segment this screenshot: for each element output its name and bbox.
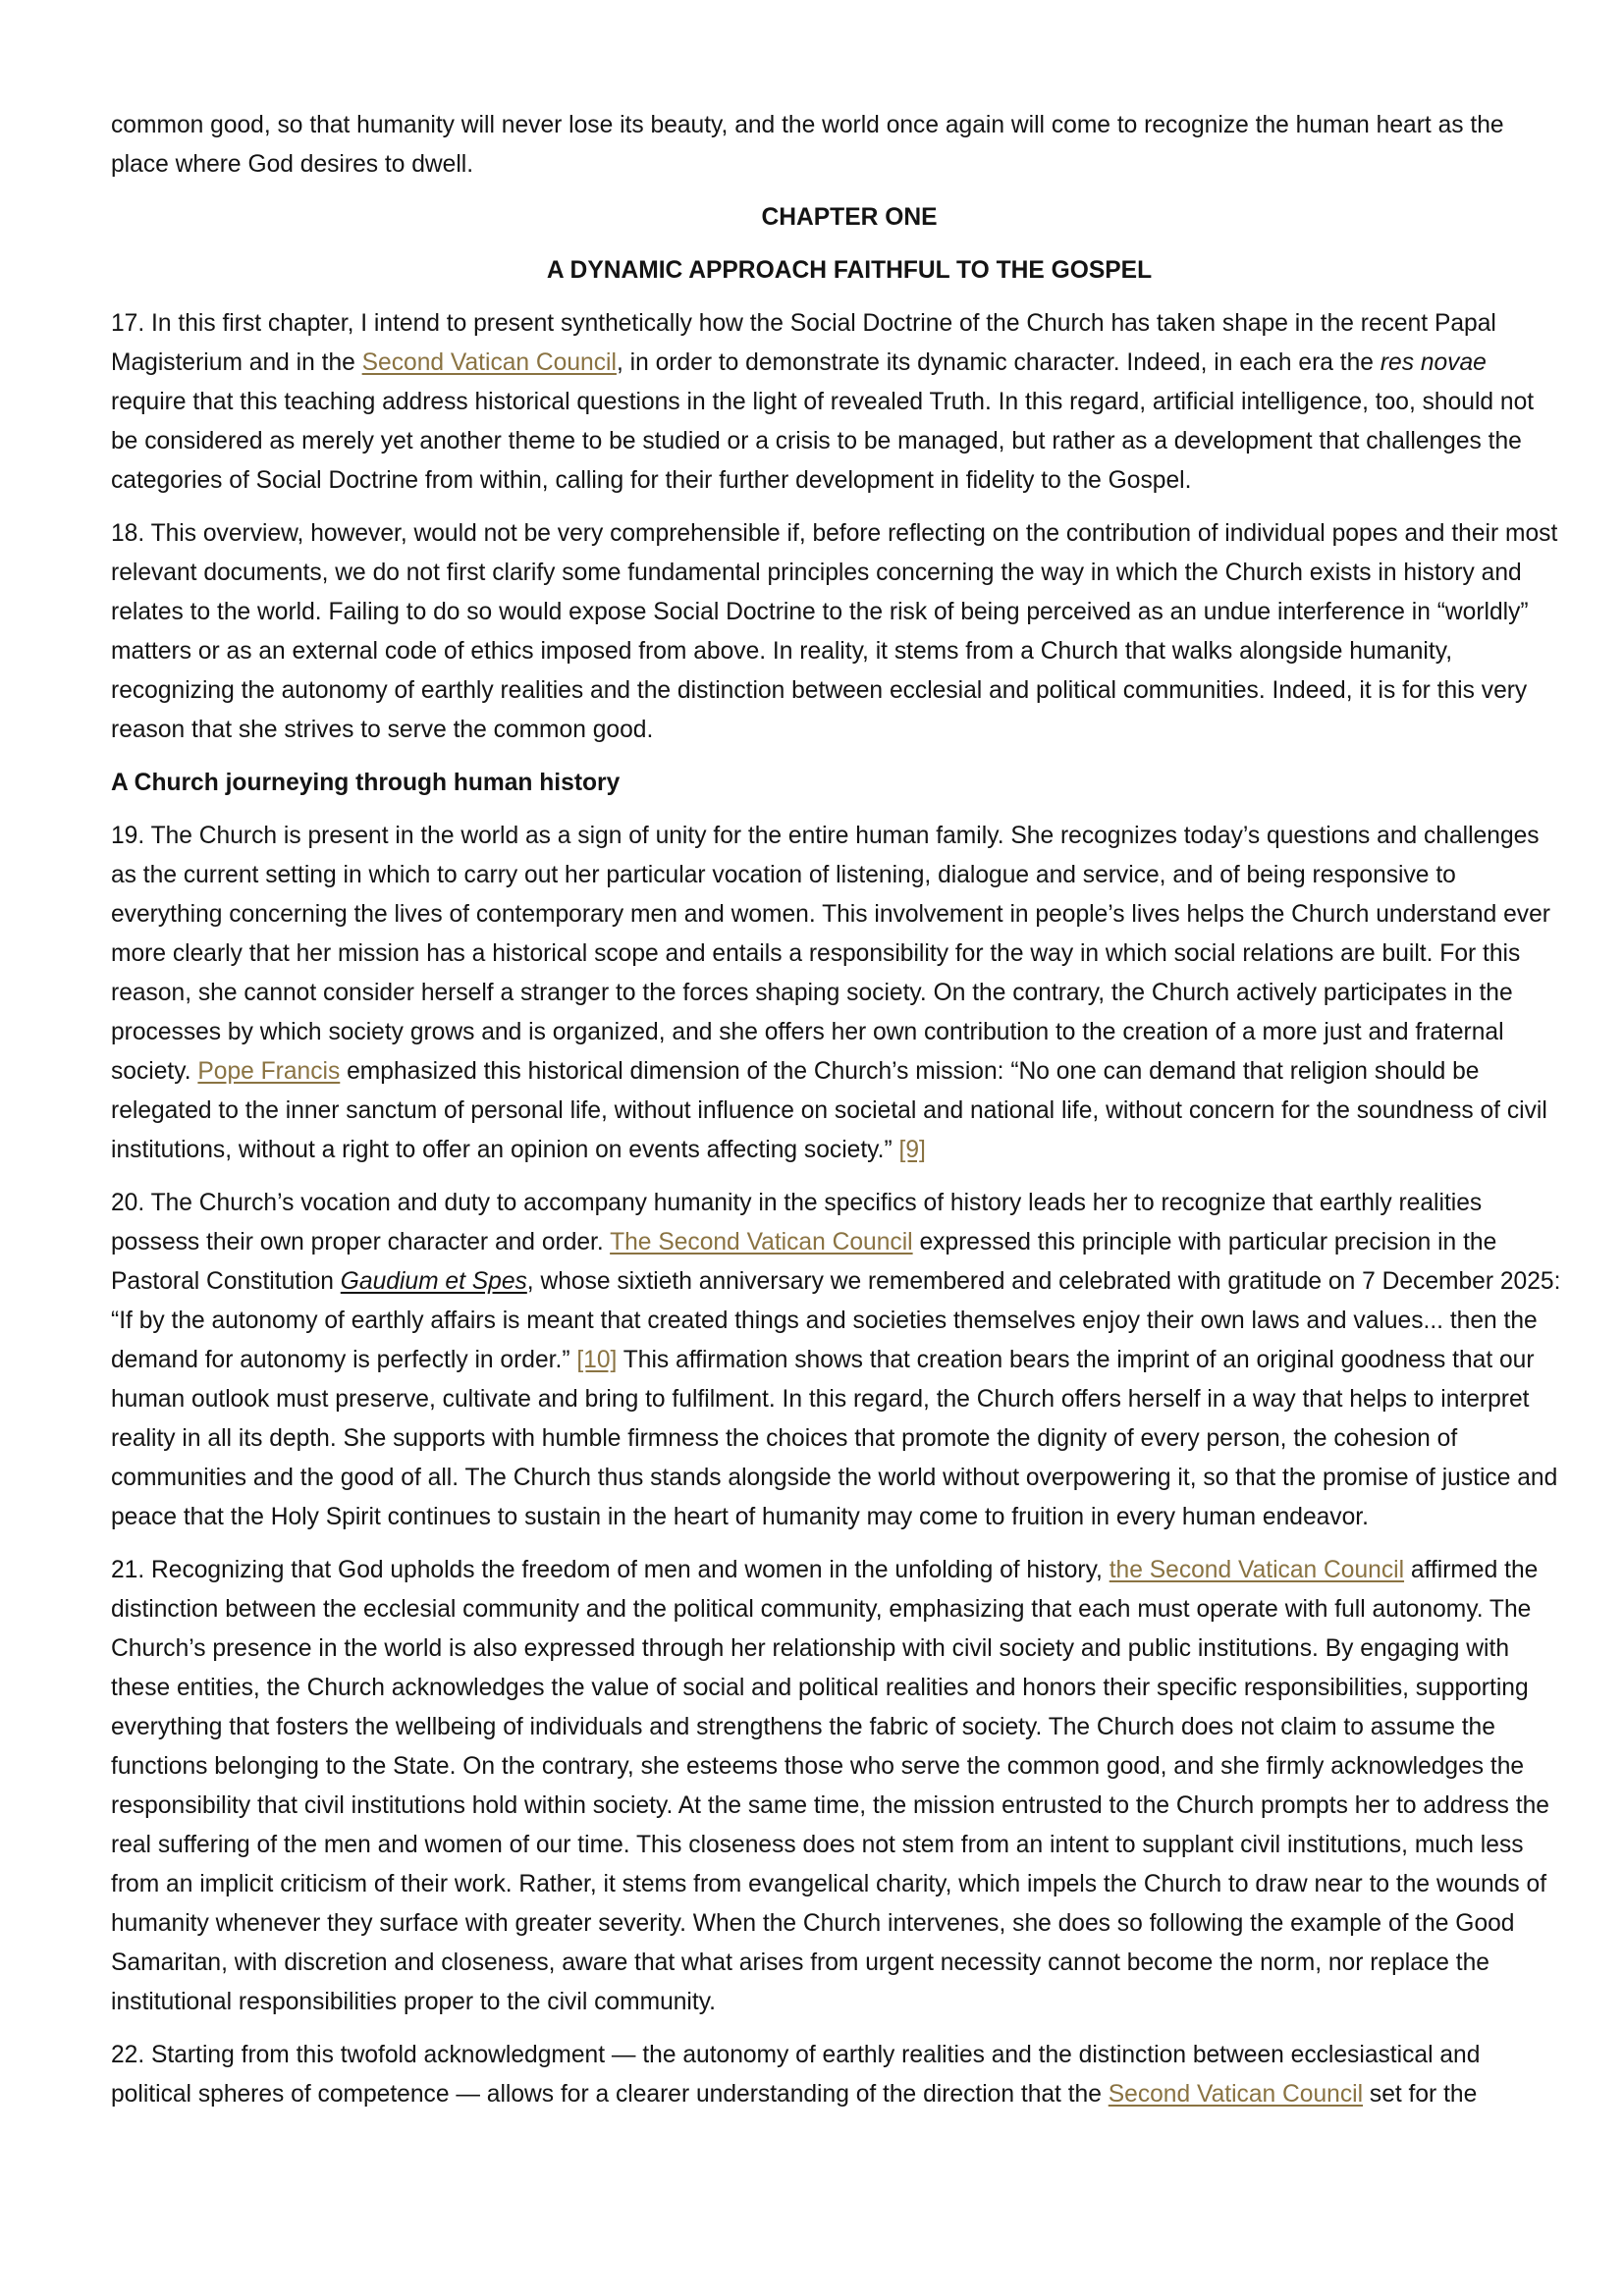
paragraph-fragment bbox=[111, 106, 1564, 185]
link-the-second-vatican-council[interactable]: The Second Vatican Council bbox=[610, 1229, 913, 1255]
paragraph-text: common good, so that humanity will never lose its beauty, and the world once again will come to recognize the human heart as the place where God desires to dwell. bbox=[111, 112, 1504, 178]
emphasis-res-novae: res novae bbox=[1380, 349, 1487, 376]
link-pope-francis[interactable]: Pope Francis bbox=[197, 1058, 341, 1085]
chapter-title: A DYNAMIC APPROACH FAITHFUL TO THE GOSPEL bbox=[546, 257, 1153, 284]
link-second-vatican-council[interactable]: Second Vatican Council bbox=[361, 349, 617, 376]
paragraph-text: 20. The Church’s vocation and duty to accompany humanity in the specifics of history leads her to recognize that earthly realities possess their own proper character and order. bbox=[111, 1190, 1483, 1255]
paragraph-21 bbox=[111, 1551, 1564, 2022]
link-second-vatican-council-2[interactable]: Second Vatican Council bbox=[1108, 2081, 1364, 2108]
paragraph-text: affirmed the distinction between the ecclesial community and the political community, emphasizing that each must operate with full autonomy. The Church’s presence in the world is also expressed through her relationship with civil society and public institutions. By engaging with these entities, the Church acknowledges the value of social and political realities and honors their specific responsibilities, supporting everything that fosters the wellbeing of individuals and strengthens the fabric of society. The Church does not claim to assume the functions belonging to the State. On the contrary, she esteems those who serve the common good, and she firmly acknowledges the responsibility that civil institutions hold within society. At the same time, the mission entrusted to the Church prompts her to address the real suffering of the men and women of our time. This closeness does not stem from an intent to supplant civil institutions, much less from an implicit criticism of their work. Rather, it stems from evangelical charity, which impels the Church to draw near to the wounds of humanity whenever they surface with greater severity. When the Church intervenes, she does so following the example of the Good Samaritan, with discretion and closeness, aware that what arises from urgent necessity cannot become the norm, nor replace the institutional responsibilities proper to the civil community. bbox=[111, 1557, 1549, 2015]
link-the-second-vatican-council-2[interactable]: the Second Vatican Council bbox=[1109, 1557, 1405, 1583]
footnote-link-10[interactable]: [10] bbox=[576, 1347, 618, 1373]
paragraph-22 bbox=[111, 2036, 1564, 2114]
paragraph-text: 22. Starting from this twofold acknowledgment — the autonomy of earthly realities and the distinction between ecclesiastical and political spheres of competence — allows for a clearer understanding of the direction that the bbox=[111, 2042, 1481, 2108]
paragraph-text: 21. Recognizing that God upholds the freedom of men and women in the unfolding of history, bbox=[111, 1557, 1110, 1583]
paragraph-text: 17. In this first chapter, I intend to present synthetically how the Social Doctrine of the Church has taken shape in the recent Papal Magisterium and in the bbox=[111, 310, 1496, 376]
paragraph-text: , whose sixtieth anniversary we remembered and celebrated with gratitude on 7 December 2025: “If by the autonomy of earthly affairs is meant that created things and societies themselves enjoy their own laws and values... then the demand for autonomy is perfectly in order.” bbox=[111, 1268, 1561, 1373]
paragraph-text: , in order to demonstrate its dynamic character. Indeed, in each era the bbox=[616, 349, 1380, 376]
footnote-link-9[interactable]: [9] bbox=[898, 1137, 926, 1163]
paragraph-text: 19. The Church is present in the world as a sign of unity for the entire human family. She recognizes today’s questions and challenges as the current setting in which to carry out her particular vocation of listening, dialogue and service, and of being responsive to everything concerning the lives of contemporary men and women. This involvement in people’s lives helps the Church understand ever more clearly that her mission has a historical scope and entails a responsibility for the way in which social relations are built. For this reason, she cannot consider herself a stranger to the forces shaping society. On the contrary, the Church actively participates in the processes by which society grows and is organized, and she offers her own contribution to the creation of a more just and fraternal society. bbox=[111, 823, 1550, 1085]
document-title-gaudium-et-spes: Gaudium et Spes bbox=[340, 1268, 527, 1295]
document-body bbox=[111, 106, 1564, 2114]
paragraph-20 bbox=[111, 1184, 1564, 1537]
paragraph-19 bbox=[111, 817, 1564, 1170]
paragraph-text: set for the bbox=[1363, 2081, 1478, 2108]
paragraph-17 bbox=[111, 304, 1564, 501]
section-heading: A Church journeying through human history bbox=[111, 770, 621, 796]
paragraph-text: emphasized this historical dimension of the Church’s mission: “No one can demand that religion should be relegated to the inner sanctum of personal life, without influence on societal and national life, without concern for the soundness of civil institutions, without a right to offer an opinion on events affecting society.” bbox=[111, 1058, 1547, 1163]
paragraph-18 bbox=[111, 514, 1564, 750]
paragraph-text: 18. This overview, however, would not be very comprehensible if, before reflecting on the contribution of individual popes and their most relevant documents, we do not first clarify some fundamental principles concerning the way in which the Church exists in history and relates to the world. Failing to do so would expose Social Doctrine to the risk of being perceived as an undue interference in “worldly” matters or as an external code of ethics imposed from above. In reality, it stems from a Church that walks alongside humanity, recognizing the autonomy of earthly realities and the distinction between ecclesial and political communities. Indeed, it is for this very reason that she strives to serve the common good. bbox=[111, 520, 1558, 743]
paragraph-text: This affirmation shows that creation bears the imprint of an original goodness that our human outlook must preserve, cultivate and bring to fulfilment. In this regard, the Church offers herself in a way that helps to interpret reality in all its depth. She supports with humble firmness the choices that promote the dignity of every person, the cohesion of communities and the good of all. The Church thus stands alongside the world without overpowering it, so that the promise of justice and peace that the Holy Spirit continues to sustain in the heart of humanity may come to fruition in every human endeavor. bbox=[111, 1347, 1558, 1530]
chapter-label: CHAPTER ONE bbox=[761, 204, 938, 231]
paragraph-text: expressed this principle with particular precision in the Pastoral Constitution bbox=[111, 1229, 1497, 1295]
paragraph-text: require that this teaching address historical questions in the light of revealed Truth. In this regard, artificial intelligence, too, should not be considered as merely yet another theme to be studied or a crisis to be managed, but rather as a development that challenges the categories of Social Doctrine from within, calling for their further development in fidelity to the Gospel. bbox=[111, 389, 1535, 494]
document-page bbox=[111, 106, 1564, 2296]
